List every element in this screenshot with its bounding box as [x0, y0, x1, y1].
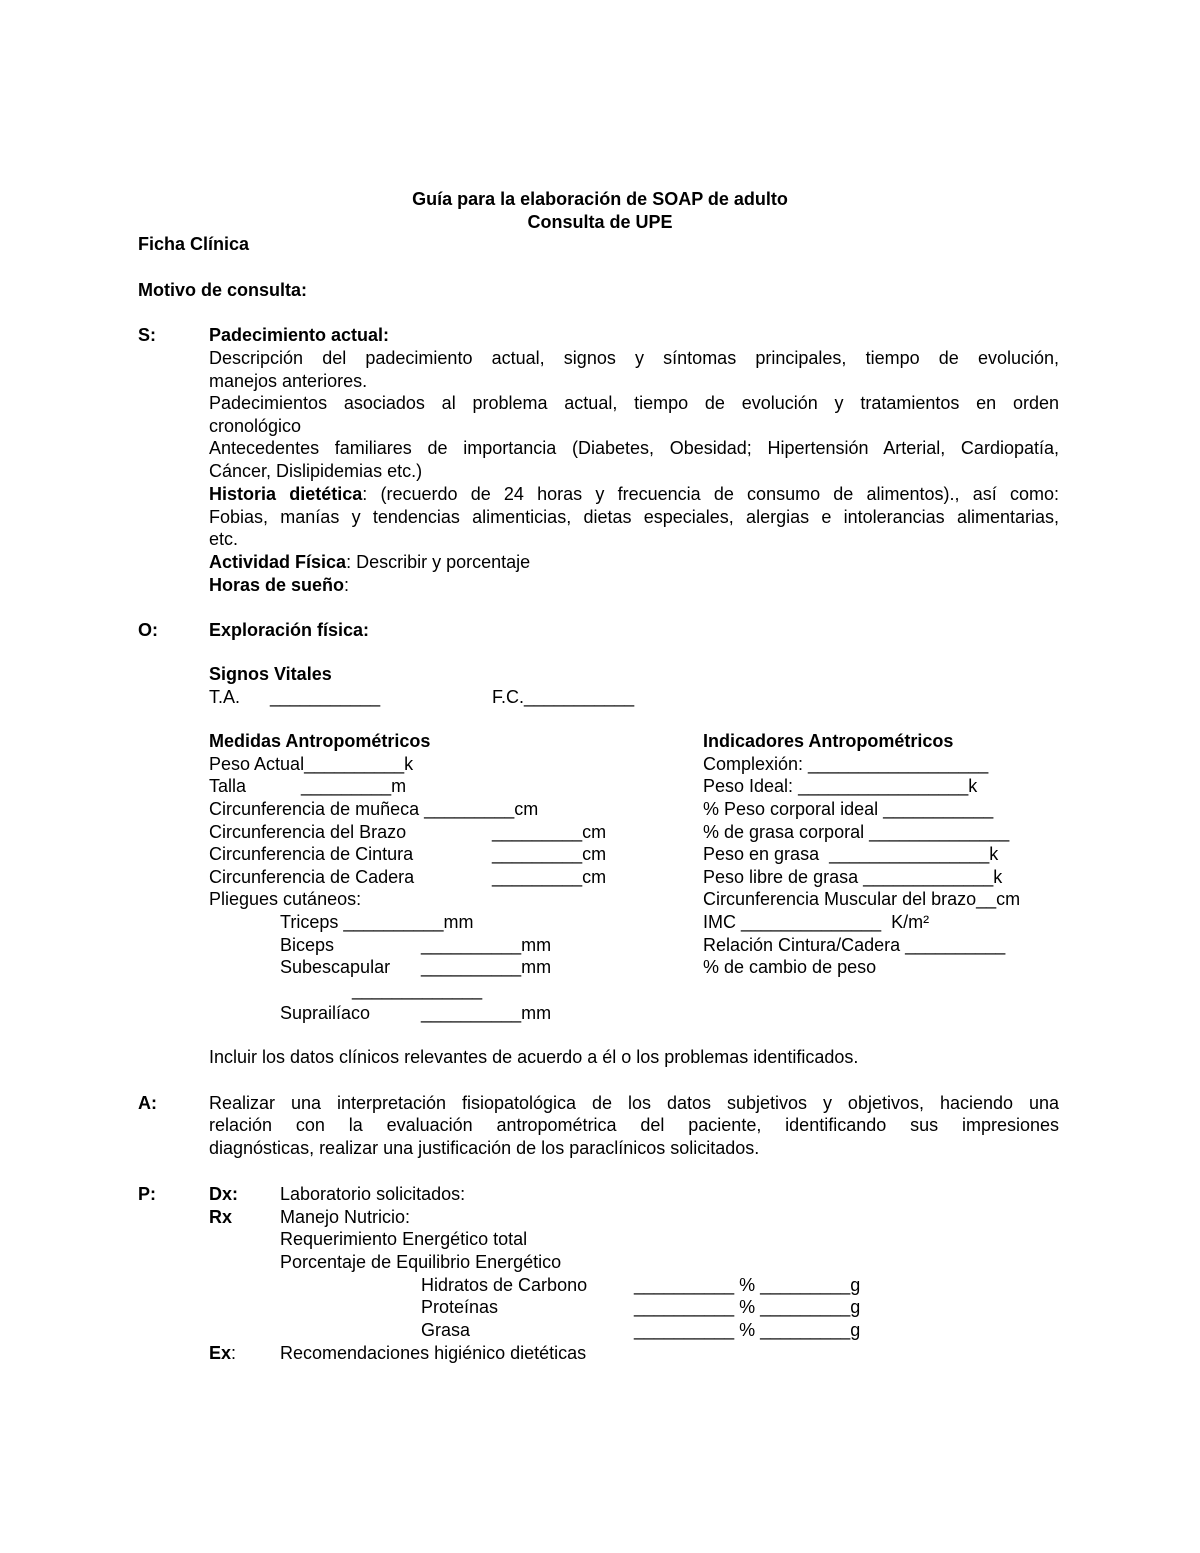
ex-label	[209, 1342, 236, 1365]
incluir-text: Incluir los datos clínicos relevantes de acuerdo a él o los problemas identificados.	[209, 1047, 859, 1067]
dx-label: Dx:	[209, 1184, 239, 1204]
indicador-relacion-cintura-cadera: Relación Cintura/Cadera __________	[703, 935, 1006, 955]
macro-grasa: Grasa	[421, 1320, 471, 1340]
medida-pliegues: Pliegues cutáneos:	[209, 889, 362, 909]
s-ant-line-1: Antecedentes familiares de importancia (Diabetes, Obesidad; Hipertensión Arterial, Cardiopatía,	[209, 438, 1059, 458]
s-historia-line-3: etc.	[209, 529, 239, 549]
pliegue-biceps-blank: __________mm	[421, 935, 552, 955]
padecimiento-heading: Padecimiento actual:	[209, 325, 390, 345]
indicadores-heading: Indicadores Antropométricos	[703, 731, 954, 751]
porcentaje-text: Porcentaje de Equilibrio Energético	[280, 1252, 562, 1272]
indicador-peso-libre-grasa: Peso libre de grasa _____________k	[703, 867, 1003, 887]
pliegue-extra-blank: _____________	[352, 980, 483, 1000]
s-ant-line-2: Cáncer, Dislipidemias etc.)	[209, 461, 423, 481]
pliegue-suprailiaco-blank: __________mm	[421, 1003, 552, 1023]
medida-circ-cadera-blank: _________cm	[492, 867, 607, 887]
macro-grasa-blank: __________ % _________g	[634, 1320, 861, 1340]
exploracion-heading: Exploración física:	[209, 620, 370, 640]
macro-hidratos: Hidratos de Carbono	[421, 1275, 588, 1295]
indicador-peso-ideal: Peso Ideal: _________________k	[703, 776, 978, 796]
a-line-2: relación con la evaluación antropométrica del paciente, identificando sus impresiones	[209, 1115, 1059, 1135]
indicador-cambio-peso: % de cambio de peso	[703, 957, 877, 977]
medida-circ-cintura: Circunferencia de Cintura	[209, 844, 414, 864]
s-asoc-line-1: Padecimientos asociados al problema actual, tiempo de evolución y tratamientos en orden	[209, 393, 1059, 413]
medida-circ-cintura-blank: _________cm	[492, 844, 607, 864]
horas-text: :	[344, 575, 350, 595]
medida-talla: Talla _________m	[209, 776, 407, 796]
s-horas-line	[209, 574, 349, 597]
s-historia-line-1	[209, 483, 1059, 506]
pliegue-subescapular: Subescapular	[280, 957, 391, 977]
ta-field: T.A. ___________	[209, 687, 381, 707]
signos-vitales-heading: Signos Vitales	[209, 664, 332, 684]
ex-label-colon: :	[231, 1343, 237, 1363]
s-asoc-line-2: cronológico	[209, 416, 302, 436]
s-historia-line-2: Fobias, manías y tendencias alimenticias, dietas especiales, alergias e intolerancias alimentarias,	[209, 507, 1059, 527]
ex-text: Recomendaciones higiénico dietéticas	[280, 1343, 587, 1363]
p-label: P:	[138, 1184, 156, 1204]
a-line-3: diagnósticas, realizar una justificación de los paraclínicos solicitados.	[209, 1138, 760, 1158]
medida-circ-cadera: Circunferencia de Cadera	[209, 867, 415, 887]
macro-hidratos-blank: __________ % _________g	[634, 1275, 861, 1295]
medida-circ-brazo-blank: _________cm	[492, 822, 607, 842]
s-actividad-line	[209, 551, 530, 574]
requerimiento-text: Requerimiento Energético total	[280, 1229, 528, 1249]
pliegue-suprailiaco: Suprailíaco	[280, 1003, 371, 1023]
fc-field: F.C.___________	[492, 687, 635, 707]
s-label: S:	[138, 325, 156, 345]
title-line-1: Guía para la elaboración de SOAP de adulto	[412, 189, 788, 209]
indicador-complexion: Complexión: __________________	[703, 754, 989, 774]
historia-label: Historia dietética	[209, 484, 363, 504]
a-line-1: Realizar una interpretación fisiopatológica de los datos subjetivos y objetivos, haciendo una	[209, 1093, 1059, 1113]
ex-label-bold: Ex	[209, 1343, 232, 1363]
s-desc-line-1: Descripción del padecimiento actual, signos y síntomas principales, tiempo de evolución,	[209, 348, 1059, 368]
ficha-clinica-heading: Ficha Clínica	[138, 234, 250, 254]
medida-circ-brazo: Circunferencia del Brazo	[209, 822, 407, 842]
pliegue-subescapular-blank: __________mm	[421, 957, 552, 977]
rx-label: Rx	[209, 1207, 233, 1227]
indicador-circ-muscular: Circunferencia Muscular del brazo__cm	[703, 889, 1021, 909]
medida-peso-actual: Peso Actual__________k	[209, 754, 414, 774]
actividad-text: : Describir y porcentaje	[346, 552, 531, 572]
pliegue-triceps: Triceps __________mm	[280, 912, 474, 932]
indicador-peso-grasa: Peso en grasa ________________k	[703, 844, 999, 864]
title-line-2: Consulta de UPE	[527, 212, 673, 232]
indicador-imc: IMC ______________ K/m²	[703, 912, 930, 932]
macro-proteinas-blank: __________ % _________g	[634, 1297, 861, 1317]
pliegue-biceps: Biceps	[280, 935, 335, 955]
horas-label: Horas de sueño	[209, 575, 345, 595]
medidas-heading: Medidas Antropométricos	[209, 731, 431, 751]
medida-circ-muneca: Circunferencia de muñeca _________cm	[209, 799, 539, 819]
dx-text: Laboratorio solicitados:	[280, 1184, 466, 1204]
rx-text: Manejo Nutricio:	[280, 1207, 411, 1227]
o-label: O:	[138, 620, 158, 640]
a-label: A:	[138, 1093, 157, 1113]
s-desc-line-2: manejos anteriores.	[209, 371, 368, 391]
actividad-label: Actividad Física	[209, 552, 347, 572]
indicador-grasa-corporal: % de grasa corporal ______________	[703, 822, 1010, 842]
historia-text: : (recuerdo de 24 horas y frecuencia de consumo de alimentos)., así como:	[362, 484, 1059, 504]
motivo-consulta-heading: Motivo de consulta:	[138, 280, 308, 300]
indicador-peso-corporal-ideal: % Peso corporal ideal ___________	[703, 799, 994, 819]
macro-proteinas: Proteínas	[421, 1297, 499, 1317]
